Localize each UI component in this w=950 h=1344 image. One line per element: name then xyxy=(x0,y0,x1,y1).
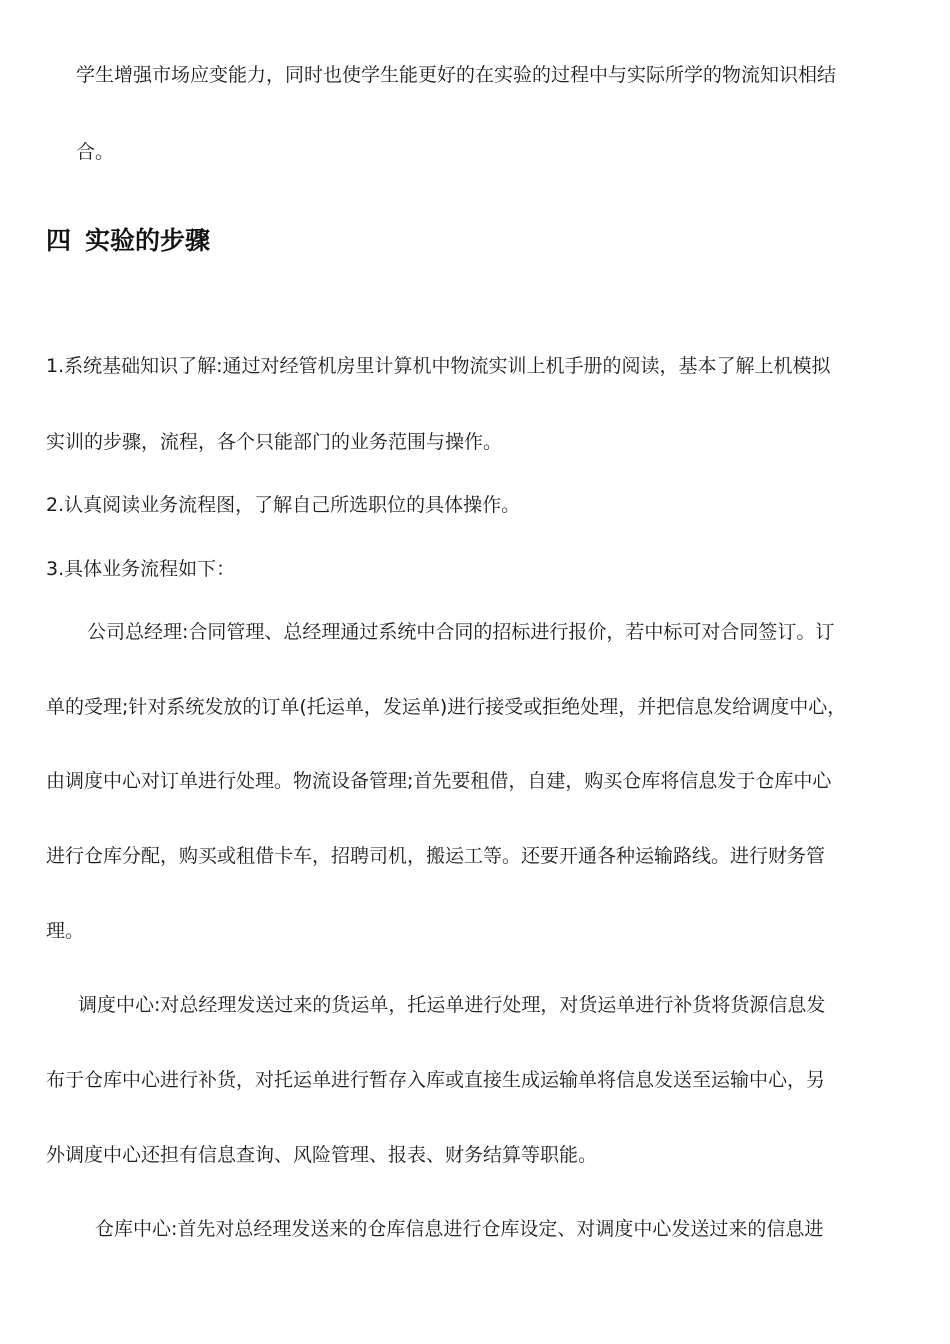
body-line-1: 1.系统基础知识了解:通过对经管机房里计算机中物流实训上机手册的阅读，基本了解上机模拟 xyxy=(46,355,831,377)
body-line-8: 进行仓库分配，购买或租借卡车，招聘司机，搬运工等。还要开通各种运输路线。进行财务管 xyxy=(46,845,826,867)
body-line-7: 由调度中心对订单进行处理。物流设备管理;首先要租借，自建，购买仓库将信息发于仓库中心 xyxy=(46,770,832,792)
body-line-9: 理。 xyxy=(46,920,85,942)
body-line-5: 公司总经理:合同管理、总经理通过系统中合同的招标进行报价，若中标可对合同签订。订 xyxy=(87,621,835,643)
intro-line-1: 学生增强市场应变能力，同时也使学生能更好的在实验的过程中与实际所学的物流知识相结 xyxy=(76,64,837,86)
body-line-4: 3.具体业务流程如下： xyxy=(46,558,236,580)
body-line-11: 布于仓库中心进行补货，对托运单进行暂存入库或直接生成运输单将信息发送至运输中心，另 xyxy=(46,1069,826,1091)
body-line-2: 实训的步骤，流程，各个只能部门的业务范围与操作。 xyxy=(46,431,503,453)
body-line-3: 2.认真阅读业务流程图，了解自己所选职位的具体操作。 xyxy=(46,494,521,516)
body-line-13: 仓库中心:首先对总经理发送来的仓库信息进行仓库设定、对调度中心发送过来的信息进 xyxy=(95,1218,824,1240)
intro-line-2: 合。 xyxy=(76,141,115,163)
body-line-12: 外调度中心还担有信息查询、风险管理、报表、财务结算等职能。 xyxy=(46,1144,598,1166)
body-line-6: 单的受理;针对系统发放的订单(托运单，发运单)进行接受或拒绝处理，并把信息发给调度中心， xyxy=(46,696,847,718)
section-title: 实验的步骤 xyxy=(85,226,211,255)
section-heading xyxy=(46,224,210,258)
body-line-10: 调度中心:对总经理发送过来的货运单，托运单进行处理，对货运单进行补货将货源信息发 xyxy=(78,994,826,1016)
section-number: 四 xyxy=(46,226,72,255)
